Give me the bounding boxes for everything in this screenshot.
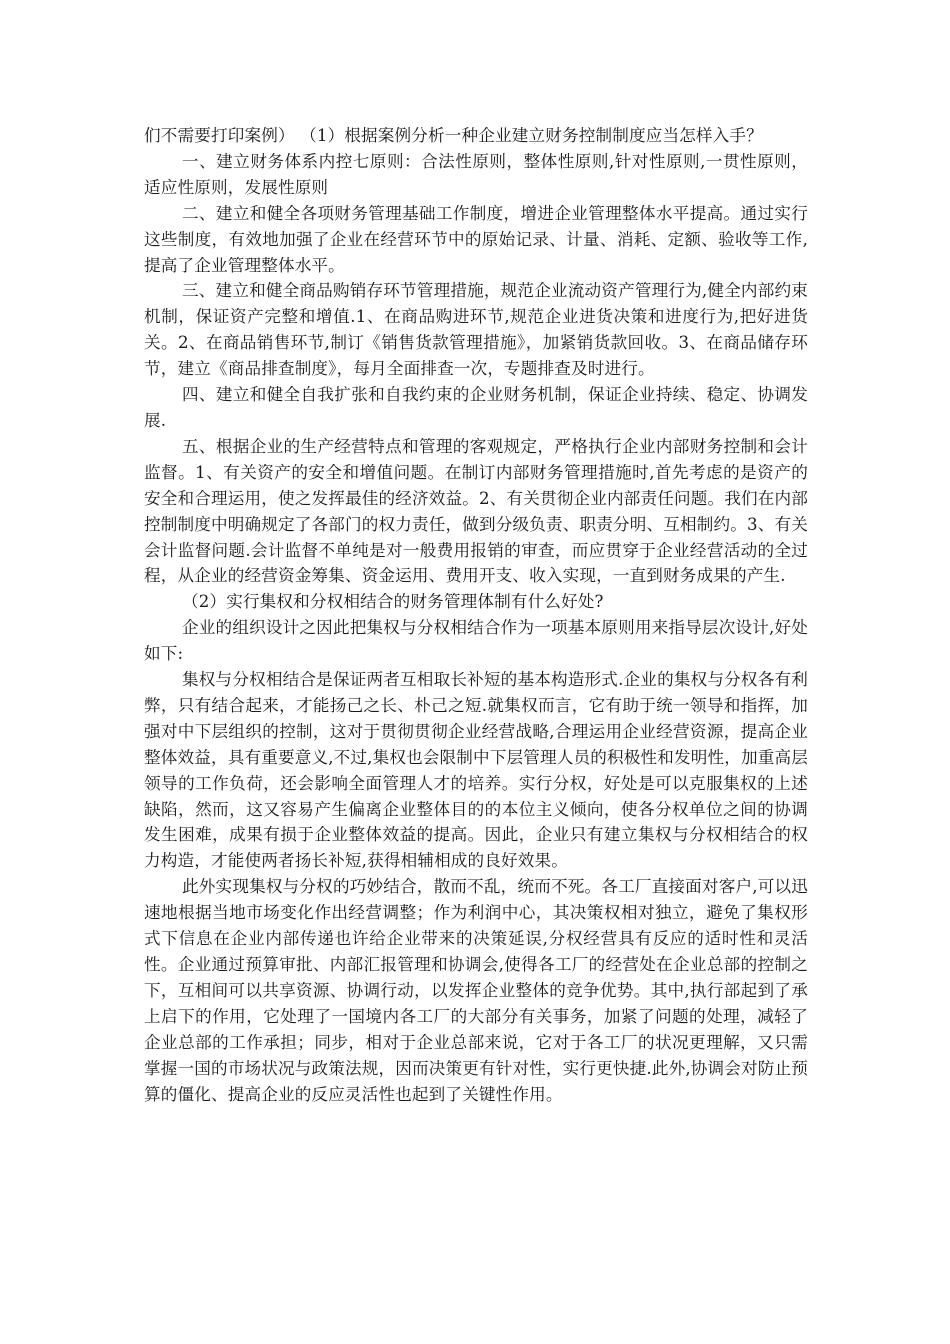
document-body <box>144 123 808 1107</box>
paragraph-internal-control: 五、根据企业的生产经营特点和管理的客观规定，严格执行企业内部财务控制和会计监督。1、有关资产的安全和增值问题。在制订内部财务管理措施时,首先考虑的是资产的安全和合理运用，使之发挥最佳的经济效益。2、有关贯彻企业内部责任问题。我们在内部控制制度中明确规定了各部门的权力责任，做到分级负责、职责分明、互相制约。3、有关会计监督问题.会计监督不单纯是对一般费用报销的审查，而应贯穿于企业经营活动的全过程，从企业的经营资金筹集、资金运用、费用开支、收入实现，一直到财务成果的产生. <box>144 436 808 586</box>
paragraph-centralization-benefits: 集权与分权相结合是保证两者互相取长补短的基本构造形式.企业的集权与分权各有利弊，只有结合起来，才能扬己之长、朴己之短.就集权而言，它有助于统一领导和指挥，加强对中下层组织的控制，这对于贯彻贯彻企业经营战略,合理运用企业经营资源，提高企业整体效益，具有重要意义,不过,集权也会限制中下层管理人员的积极性和发明性，加重高层领导的工作负荷，还会影响全面管理人才的培养。实行分权，好处是可以克服集权的上述缺陷，然而，这又容易产生偏离企业整体目的的本位主义倾向，使各分权单位之间的协调发生困难，成果有损于企业整体效益的提高。因此，企业只有建立集权与分权相结合的权力构造，才能使两者扬长补短,获得相辅相成的良好效果。 <box>144 670 808 871</box>
paragraph-basic-systems: 二、建立和健全各项财务管理基础工作制度，增进企业管理整体水平提高。通过实行这些制度，有效地加强了企业在经营环节中的原始记录、计量、消耗、定额、验收等工作,提高了企业管理整体水平。 <box>144 203 808 275</box>
paragraph-self-expansion: 四、建立和健全自我扩张和自我约束的企业财务机制，保证企业持续、稳定、协调发展. <box>144 385 808 430</box>
paragraph-principles: 一、建立财务体系内控七原则：合法性原则，整体性原则,针对性原则,一贯性原则，适应性原则，发展性原则 <box>144 151 808 197</box>
paragraph-design-intro: 企业的组织设计之因此把集权与分权相结合作为一项基本原则用来指导层次设计,好处如下: <box>144 618 808 664</box>
paragraph-case-question-1: 们不需要打印案例） （1）根据案例分析一种企业建立财务控制制度应当怎样入手？ <box>144 126 763 145</box>
paragraph-case-question-2: （2）实行集权和分权相结合的财务管理体制有什么好处? <box>182 592 604 612</box>
paragraph-combination-benefits: 此外实现集权与分权的巧妙结合，散而不乱，统而不死。各工厂直接面对客户,可以迅速地根据当地市场变化作出经营调整；作为利润中心，其决策权相对独立，避免了集权形式下信息在企业内部传递也许给企业带来的决策延误,分权经营具有反应的适时性和灵活性。企业通过预算审批、内部汇报管理和协调会,使得各工厂的经营处在企业总部的控制之下，互相间可以共享资源、协调行动，以发挥企业整体的竞争优势。其中,执行部起到了承上启下的作用，它处理了一国境内各工厂的大部分有关事务，加紧了问题的处理，减轻了企业总部的工作承担；同步，相对于企业总部来说，它对于各工厂的状况更理解，又只需掌握一国的市场状况与政策法规，因而决策更有针对性，实行更快捷.此外,协调会对防止预算的僵化、提高企业的反应灵活性也起到了关键性作用。 <box>144 877 808 1104</box>
paragraph-purchase-sales-storage: 三、建立和健全商品购销存环节管理措施，规范企业流动资产管理行为,健全内部约束机制，保证资产完整和增值.1、在商品购进环节,规范企业进货决策和进度行为,把好进货关。2、在商品销售环节,制订《销售货款管理措施》，加紧销货款回收。3、在商品储存环节，建立《商品排查制度》，每月全面排查一次，专题排查及时进行。 <box>144 281 808 379</box>
